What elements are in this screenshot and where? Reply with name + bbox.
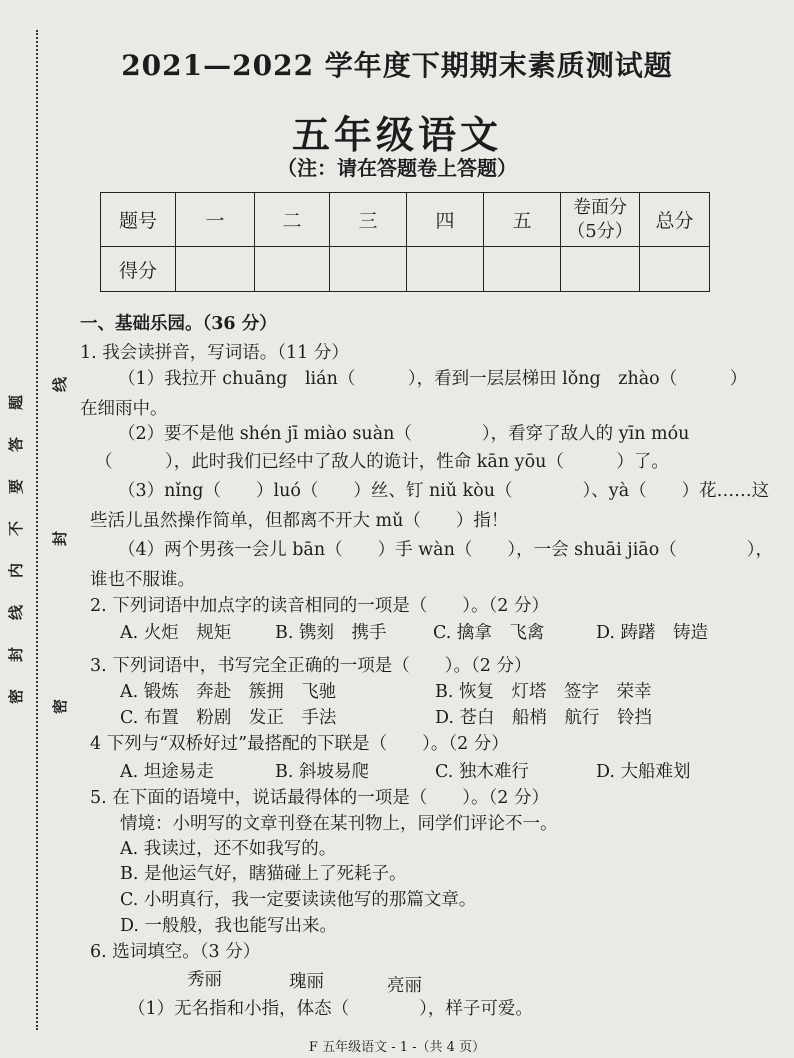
- score-cell: [176, 247, 255, 292]
- question-1-4-text: （4）两个男孩一会儿 bān（ ）手 wàn（ ），一会 shuāi jiāo（ ），: [118, 540, 774, 560]
- question-1-3-cont: 些活儿虽然操作简单，但都离不开大 mǔ（ ）指！: [90, 511, 509, 531]
- question-2-stem: 2. 下列词语中加点字的读音相同的一项是（ ）。（2 分）: [90, 596, 549, 616]
- binding-char: 答: [7, 436, 26, 453]
- question-6-word-option: 瑰丽: [289, 972, 324, 992]
- question-5-context: 情境：小明写的文章刊登在某刊物上，同学们评论不一。: [120, 814, 558, 834]
- question-5-option-d: D. 一般般，我也能写出来。: [120, 916, 338, 936]
- question-2-option-b: B. 镌刻 携手: [275, 623, 387, 643]
- question-3-stem: 3. 下列词语中，书写完全正确的一项是（ ）。（2 分）: [90, 656, 532, 676]
- binding-char: 要: [7, 478, 26, 495]
- binding-char: 内: [7, 562, 26, 579]
- score-cell: [640, 247, 710, 292]
- question-1-2-text: （2）要不是他 shén jī miào suàn（ ），看穿了敌人的 yīn móu: [118, 424, 690, 444]
- score-row-label: 得分: [101, 247, 176, 292]
- question-4-option-a: A. 坦途易走: [120, 762, 214, 782]
- score-header-cell: 题号: [101, 193, 176, 247]
- score-header-cell: 三: [330, 193, 407, 247]
- binding-char: 封: [7, 646, 26, 663]
- question-1-1-cont: 在细雨中。: [80, 399, 168, 419]
- exam-note: （注：请在答题卷上答题）: [277, 156, 517, 180]
- score-cell: [561, 247, 640, 292]
- question-2-option-d: D. 踌躇 铸造: [596, 623, 709, 643]
- binding-char: 密: [51, 698, 70, 715]
- question-1-stem: 1. 我会读拼音，写词语。（11 分）: [80, 343, 349, 363]
- question-1-3-text: （3）nǐng（ ）luó（ ）丝、钉 niǔ kòu（ ）、yà（ ）花……这: [118, 481, 770, 501]
- binding-char: 线: [7, 604, 26, 621]
- score-header-cell: 二: [255, 193, 330, 247]
- question-2-option-a: A. 火炬 规矩: [120, 623, 232, 643]
- binding-char: 线: [51, 376, 70, 393]
- question-6-1-text: （1）无名指和小指，体态（ ），样子可爱。: [128, 999, 533, 1019]
- question-2-option-c: C. 擒拿 飞禽: [433, 623, 545, 643]
- score-header-cell: 五: [484, 193, 561, 247]
- question-3-option-d: D. 苍白 船梢 航行 铃挡: [435, 708, 653, 728]
- page-footer: F 五年级语文 - 1 -（共 4 页）: [308, 1040, 486, 1055]
- question-3-option-b: B. 恢复 灯塔 签字 荣幸: [435, 682, 652, 702]
- question-4-stem: 4 下列与“双桥好过”最搭配的下联是（ ）。（2 分）: [90, 734, 509, 754]
- score-cell: [407, 247, 484, 292]
- exam-title: 2021—2022 学年度下期期末素质测试题: [121, 49, 673, 82]
- question-6-word-option: 亮丽: [387, 976, 422, 996]
- question-3-option-c: C. 布置 粉剧 发正 手法: [120, 708, 337, 728]
- question-5-option-b: B. 是他运气好，瞎猫碰上了死耗子。: [120, 864, 407, 884]
- binding-char: 封: [51, 530, 70, 547]
- question-6-stem: 6. 选词填空。（3 分）: [90, 942, 261, 962]
- score-table: [100, 192, 710, 292]
- question-4-option-d: D. 大船难划: [596, 762, 691, 782]
- section-heading: 一、基础乐园。（36 分）: [80, 314, 277, 334]
- question-5-option-a: A. 我读过，还不如我写的。: [120, 839, 337, 859]
- question-6-word-option: 秀丽: [187, 970, 222, 990]
- score-header-cell: 总分: [640, 193, 710, 247]
- score-header-cell: 一: [176, 193, 255, 247]
- score-header-cell: 卷面分（5分）: [561, 193, 640, 247]
- question-1-1-text: （1）我拉开 chuāng lián（ ），看到一层层梯田 lǒng zhào（ ）: [118, 369, 748, 389]
- binding-char: 不: [7, 520, 26, 537]
- score-header-cell: 四: [407, 193, 484, 247]
- binding-char: 密: [7, 688, 26, 705]
- question-5-option-c: C. 小明真行，我一定要读读他写的那篇文章。: [120, 890, 477, 910]
- question-5-stem: 5. 在下面的语境中，说话最得体的一项是（ ）。（2 分）: [90, 788, 549, 808]
- question-4-option-b: B. 斜坡易爬: [275, 762, 369, 782]
- binding-char: 题: [7, 394, 26, 411]
- score-cell: [330, 247, 407, 292]
- question-1-2-cont: （ ），此时我们已经中了敌人的诡计，性命 kān yōu（ ）了。: [95, 452, 669, 472]
- score-cell: [255, 247, 330, 292]
- question-4-option-c: C. 独木难行: [435, 762, 529, 782]
- subject-title: 五年级语文: [291, 112, 502, 157]
- score-cell: [484, 247, 561, 292]
- question-1-4-cont: 谁也不服谁。: [90, 570, 195, 590]
- question-3-option-a: A. 锻炼 奔赴 簇拥 飞驰: [120, 682, 337, 702]
